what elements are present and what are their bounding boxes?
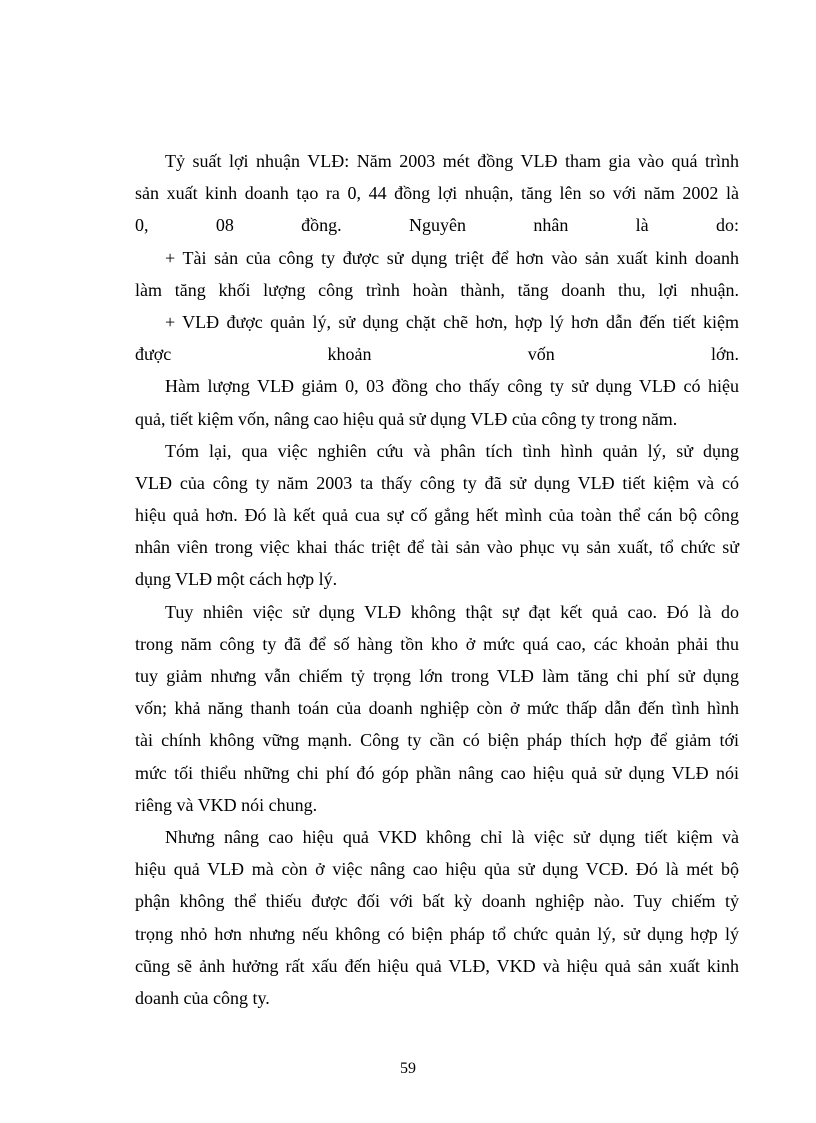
text-line: Nhưng nâng cao hiệu quả VKD không chỉ là việc sử dụng tiết kiệm và: [165, 826, 739, 847]
text-line: cũng sẽ ảnh hưởng rất xấu đến hiệu quả VLĐ, VKD và hiệu quả sản xuất kinh: [135, 955, 739, 976]
text-line: + Tài sản của công ty được sử dụng triệt để hơn vào sản xuất kinh doanh: [165, 247, 739, 268]
text-line: Hàm lượng VLĐ giảm 0, 03 đồng cho thấy công ty sử dụng VLĐ có hiệu: [165, 376, 739, 397]
text-line: Tỷ suất lợi nhuận VLĐ: Năm 2003 mét đồng VLĐ tham gia vào quá trình: [165, 151, 739, 171]
text-line: Tóm lại, qua việc nghiên cứu và phân tích tình hình quản lý, sử dụng: [165, 440, 739, 461]
text-line: trọng nhỏ hơn nhưng nếu không có biện pháp tổ chức quản lý, sử dụng hợp lý: [135, 923, 739, 944]
text-line: quả, tiết kiệm vốn, nâng cao hiệu quả sử dụng VLĐ của công ty trong năm.: [135, 408, 678, 429]
text-line: nhân viên trong việc khai thác triệt để tài sản vào phục vụ sản xuất, tổ chức sử: [135, 537, 739, 558]
text-line: tuy giảm nhưng vẫn chiếm tỷ trọng lớn trong VLĐ làm tăng chi phí sử dụng: [135, 666, 739, 686]
text-line: riêng và VKD nói chung.: [135, 794, 318, 815]
page-number: 59: [400, 1060, 416, 1077]
text-line: tài chính không vững mạnh. Công ty cần có biện pháp thích hợp để giảm tới: [135, 730, 739, 751]
text-line: hiệu quả VLĐ mà còn ở việc nâng cao hiệu qủa sử dụng VCĐ. Đó là mét bộ: [135, 859, 739, 880]
text-line: sản xuất kinh doanh tạo ra 0, 44 đồng lợi nhuận, tăng lên so với năm 2002 là: [135, 183, 739, 204]
text-line: doanh của công ty.: [135, 987, 270, 1008]
text-line: vốn; khả năng thanh toán của doanh nghiệp còn ở mức thấp dẫn đến tình hình: [135, 698, 739, 719]
text-line: làm tăng khối lượng công trình hoàn thành, tăng doanh thu, lợi nhuận.: [135, 279, 739, 300]
text-line: Tuy nhiên việc sử dụng VLĐ không thật sự đạt kết quả cao. Đó là do: [165, 601, 739, 622]
text-line: mức tối thiểu những chi phí đó góp phần nâng cao hiệu quả sử dụng VLĐ nói: [135, 762, 739, 783]
text-line: phận không thể thiếu được đối với bất kỳ doanh nghiệp nào. Tuy chiếm tỷ: [135, 891, 739, 912]
text-line: hiệu quả hơn. Đó là kết quả cua sự cố gắng hết mình của toàn thể cán bộ công: [135, 505, 739, 526]
body-text: [135, 145, 739, 1014]
text-line: dụng VLĐ một cách hợp lý.: [135, 569, 338, 590]
text-line: + VLĐ được quản lý, sử dụng chặt chẽ hơn, hợp lý hơn dẫn đến tiết kiệm: [165, 311, 739, 332]
text-line: 0, 08 đồng. Nguyên nhân là do:: [135, 215, 739, 236]
text-line: VLĐ của công ty năm 2003 ta thấy công ty đã sử dụng VLĐ tiết kiệm và có: [135, 472, 739, 493]
text-line: trong năm công ty đã để số hàng tồn kho ở mức quá cao, các khoản phải thu: [135, 633, 739, 654]
text-line: được khoản vốn lớn.: [135, 344, 739, 365]
